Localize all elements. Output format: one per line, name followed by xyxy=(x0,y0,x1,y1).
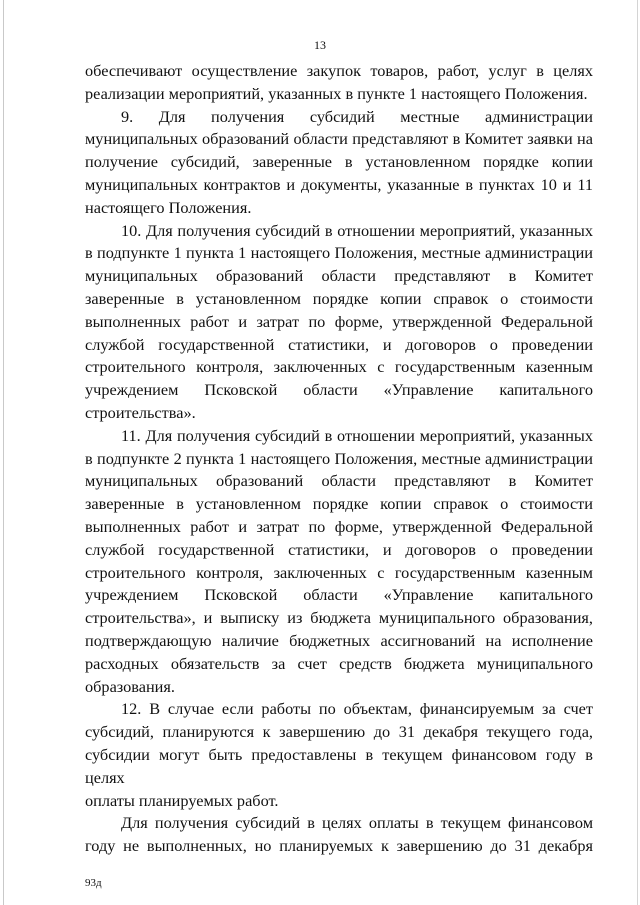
document-code: 93д xyxy=(85,877,102,889)
text-line: муниципальных контрактов и документы, указанные в пунктах 10 и 11 xyxy=(85,174,593,194)
page-left-edge xyxy=(3,0,4,905)
text-line: 10. Для получения субсидий в отношении мероприятий, указанных xyxy=(121,220,593,240)
text-line: Для получения субсидий в целях оплаты в текущем финансовом xyxy=(121,813,593,833)
page-right-edge xyxy=(637,0,638,905)
text-line: году не выполненных, но планируемых к завершению до 31 декабря xyxy=(85,836,593,856)
text-line: учреждением Псковской области «Управление капитального xyxy=(85,585,593,605)
text-line: муниципальных образований области представляют в Комитет xyxy=(85,266,593,286)
text-line: строительного контроля, заключенных с государственным казенным xyxy=(85,562,593,582)
text-line: реализации мероприятий, указанных в пункте 1 настоящего Положения. xyxy=(85,83,588,103)
text-line: получение субсидий, заверенные в установленном порядке копии xyxy=(85,152,593,172)
paragraph-payment xyxy=(85,812,593,858)
text-line: строительства». xyxy=(85,402,196,422)
text-line: обеспечивают осуществление закупок товаров, работ, услуг в целях xyxy=(85,61,593,80)
text-line: службой государственной статистики, и договоров о проведении xyxy=(85,539,593,559)
text-line: в подпункте 2 пункта 1 настоящего Положения, местные администрации xyxy=(85,448,593,468)
text-line: муниципальных образований области представляют в Комитет xyxy=(85,471,593,491)
text-line: выполненных работ и затрат по форме, утвержденной Федеральной xyxy=(85,311,593,331)
text-line: подтверждающую наличие бюджетных ассигнований на исполнение xyxy=(85,630,593,650)
text-line: заверенные в установленном порядке копии справок о стоимости xyxy=(85,288,593,308)
text-line: образования. xyxy=(85,676,175,696)
text-line: учреждением Псковской области «Управление капитального xyxy=(85,380,593,400)
paragraph-9 xyxy=(85,106,593,220)
text-line: 12. В случае если работы по объектам, финансируемым за счет xyxy=(121,699,593,719)
text-line: строительного контроля, заключенных с государственным казенным xyxy=(85,357,593,377)
text-line: в подпункте 1 пункта 1 настоящего Положения, местные администрации xyxy=(85,243,593,263)
text-line: выполненных работ и затрат по форме, утвержденной Федеральной xyxy=(85,516,593,536)
text-line: оплаты планируемых работ. xyxy=(85,790,279,810)
text-line: субсидий, планируются к завершению до 31 декабря текущего года, xyxy=(85,722,593,742)
text-line: муниципальных образований области представляют в Комитет заявки на xyxy=(85,129,593,149)
paragraph-12 xyxy=(85,698,593,812)
text-line: 11. Для получения субсидий в отношении мероприятий, указанных xyxy=(121,425,593,445)
text-line: заверенные в установленном порядке копии справок о стоимости xyxy=(85,494,593,514)
text-line: настоящего Положения. xyxy=(85,197,252,217)
text-line: субсидии могут быть предоставлены в текущем финансовом году в целях xyxy=(85,744,593,787)
paragraph-11 xyxy=(85,425,593,699)
text-line: 9. Для получения субсидий местные администрации xyxy=(121,106,593,126)
text-line: службой государственной статистики, и договоров о проведении xyxy=(85,334,593,354)
page-number: 13 xyxy=(314,38,326,52)
text-line: строительства», и выписку из бюджета муниципального образования, xyxy=(85,608,593,628)
document-body xyxy=(85,60,593,858)
paragraph-10 xyxy=(85,220,593,425)
text-line: расходных обязательств за счет средств бюджета муниципального xyxy=(85,653,593,673)
paragraph-continuation xyxy=(85,60,593,106)
